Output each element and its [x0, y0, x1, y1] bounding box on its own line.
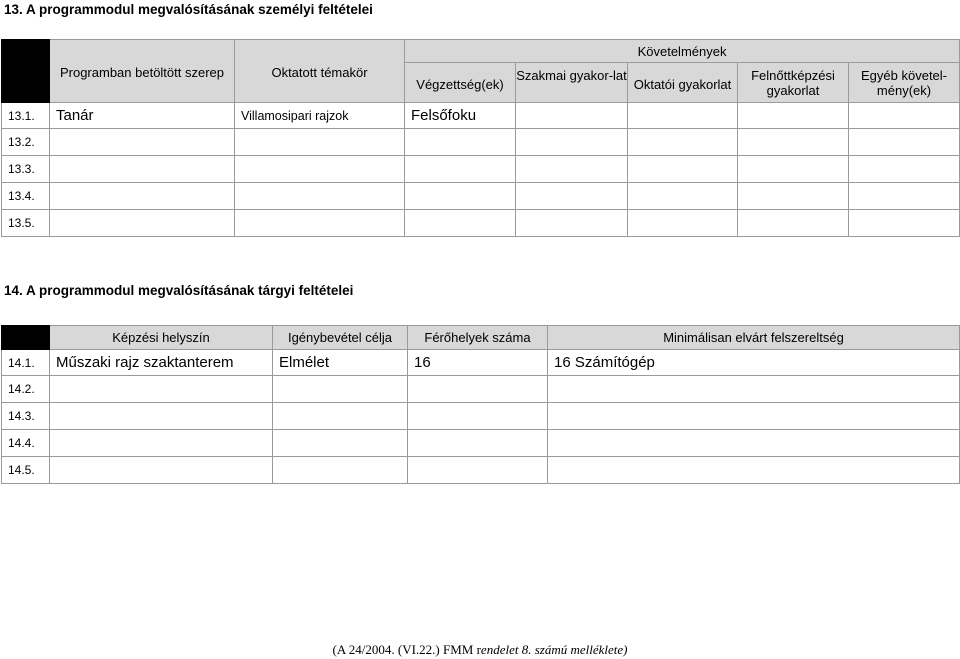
- table-row: [2, 156, 960, 183]
- table-row: [2, 350, 960, 376]
- cell-location: Műszaki rajz szaktanterem: [50, 350, 273, 376]
- cell-equipment: [548, 430, 960, 457]
- cell-education: [405, 210, 516, 237]
- table-row: [2, 129, 960, 156]
- table-row: [2, 403, 960, 430]
- cell-purpose: Elmélet: [273, 350, 408, 376]
- cell-seats: [408, 403, 548, 430]
- cell-adult: [738, 156, 849, 183]
- cell-equipment: [548, 376, 960, 403]
- cell-equipment: [548, 457, 960, 484]
- personnel-requirements-table: [1, 39, 960, 237]
- table-row: [2, 457, 960, 484]
- header-corner: [2, 40, 50, 103]
- cell-purpose: [273, 457, 408, 484]
- footer-text-italic: endelet 8. számú melléklete): [480, 642, 628, 657]
- cell-topic: [235, 210, 405, 237]
- table-row: [2, 376, 960, 403]
- material-requirements-table: [1, 325, 960, 484]
- row-number: 14.4.: [2, 430, 50, 457]
- cell-teaching: [628, 183, 738, 210]
- cell-role: Tanár: [50, 103, 235, 129]
- cell-topic: [235, 156, 405, 183]
- cell-professional: [516, 210, 628, 237]
- table-row: [2, 210, 960, 237]
- cell-teaching: [628, 210, 738, 237]
- cell-seats: 16: [408, 350, 548, 376]
- cell-seats: [408, 457, 548, 484]
- cell-role: [50, 210, 235, 237]
- cell-seats: [408, 430, 548, 457]
- cell-professional: [516, 183, 628, 210]
- cell-teaching: [628, 103, 738, 129]
- cell-topic: [235, 183, 405, 210]
- table-row: [2, 430, 960, 457]
- cell-purpose: [273, 403, 408, 430]
- cell-role: [50, 156, 235, 183]
- header-seats: Férőhelyek száma: [408, 326, 548, 350]
- cell-other: [849, 103, 960, 129]
- cell-topic: Villamosipari rajzok: [235, 103, 405, 129]
- cell-education: [405, 156, 516, 183]
- cell-professional: [516, 156, 628, 183]
- cell-adult: [738, 210, 849, 237]
- table-row: [2, 183, 960, 210]
- footer-note: [0, 642, 960, 658]
- cell-other: [849, 210, 960, 237]
- cell-location: [50, 376, 273, 403]
- table-row: [2, 103, 960, 129]
- header-requirements: Követelmények: [405, 40, 960, 63]
- header-equipment: Minimálisan elvárt felszereltség: [548, 326, 960, 350]
- header-role: Programban betöltött szerep: [50, 40, 235, 103]
- cell-other: [849, 129, 960, 156]
- cell-purpose: [273, 430, 408, 457]
- cell-location: [50, 457, 273, 484]
- cell-professional: [516, 103, 628, 129]
- cell-location: [50, 403, 273, 430]
- row-number: 13.2.: [2, 129, 50, 156]
- cell-education: Felsőfoku: [405, 103, 516, 129]
- cell-education: [405, 129, 516, 156]
- cell-other: [849, 183, 960, 210]
- cell-other: [849, 156, 960, 183]
- header-adult-education-practice: Felnőttképzési gyakorlat: [738, 63, 849, 103]
- cell-professional: [516, 129, 628, 156]
- cell-teaching: [628, 156, 738, 183]
- row-number: 13.5.: [2, 210, 50, 237]
- row-number: 13.1.: [2, 103, 50, 129]
- cell-location: [50, 430, 273, 457]
- cell-equipment: [548, 403, 960, 430]
- cell-adult: [738, 129, 849, 156]
- cell-role: [50, 183, 235, 210]
- row-number: 14.1.: [2, 350, 50, 376]
- header-purpose: Igénybevétel célja: [273, 326, 408, 350]
- row-number: 13.3.: [2, 156, 50, 183]
- header-corner: [2, 326, 50, 350]
- row-number: 14.2.: [2, 376, 50, 403]
- footer-text: (A 24/2004. (VI.22.) FMM r: [332, 642, 481, 657]
- header-location: Képzési helyszín: [50, 326, 273, 350]
- cell-adult: [738, 183, 849, 210]
- cell-topic: [235, 129, 405, 156]
- header-education: Végzettség(ek): [405, 63, 516, 103]
- cell-purpose: [273, 376, 408, 403]
- row-number: 13.4.: [2, 183, 50, 210]
- row-number: 14.5.: [2, 457, 50, 484]
- header-other-requirements: Egyéb követel-mény(ek): [849, 63, 960, 103]
- section-14-title: 14. A programmodul megvalósításának tárgyi feltételei: [4, 283, 354, 298]
- cell-role: [50, 129, 235, 156]
- header-teaching-practice: Oktatói gyakorlat: [628, 63, 738, 103]
- cell-education: [405, 183, 516, 210]
- section-13-title: 13. A programmodul megvalósításának személyi feltételei: [4, 2, 373, 17]
- cell-equipment: 16 Számítógép: [548, 350, 960, 376]
- cell-seats: [408, 376, 548, 403]
- header-topics: Oktatott témakör: [235, 40, 405, 103]
- row-number: 14.3.: [2, 403, 50, 430]
- header-professional-practice: Szakmai gyakor-lat: [516, 63, 628, 103]
- cell-adult: [738, 103, 849, 129]
- cell-teaching: [628, 129, 738, 156]
